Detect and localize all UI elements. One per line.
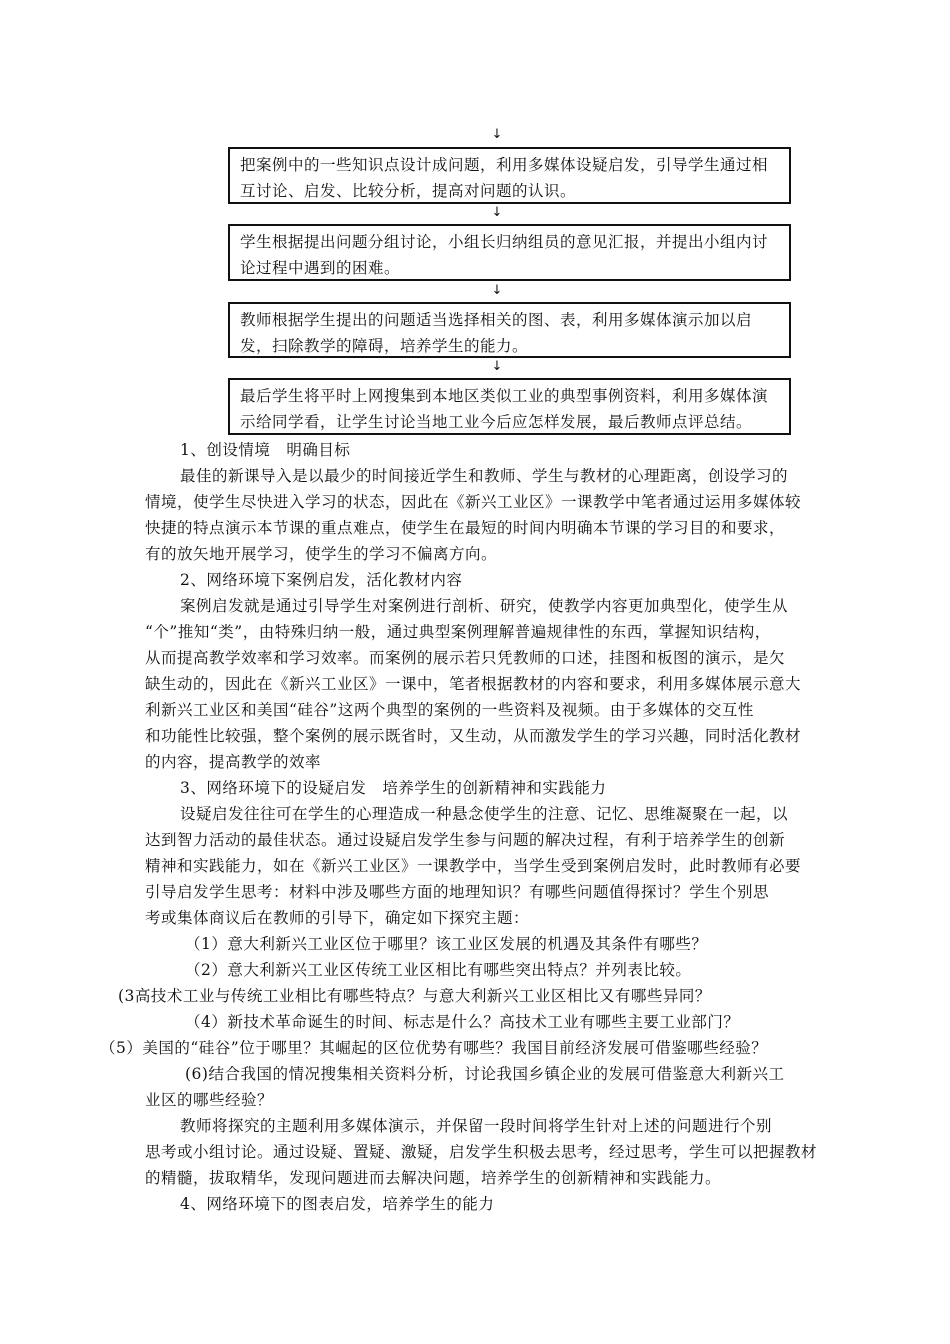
- section-heading-4: 4、网络环境下的图表启发，培养学生的能力: [180, 1195, 495, 1213]
- inquiry-question-1: （1）意大利新兴工业区位于哪里？该工业区发展的机遇及其条件有哪些？: [185, 935, 708, 953]
- paragraph-line: 案例启发就是通过引导学生对案例进行剖析、研究，使教学内容更加典型化，使学生从: [180, 597, 789, 615]
- paragraph-line: 思考或小组讨论。通过设疑、置疑、激疑，启发学生积极去思考，经过思考，学生可以把握教材: [145, 1143, 818, 1161]
- paragraph-line: 快捷的特点演示本节课的重点难点，使学生在最短的时间内明确本节课的学习目的和要求，: [145, 519, 786, 537]
- flow-step-3: 教师根据学生提出的问题适当选择相关的图、表，利用多媒体演示加以启发，扫除教学的障碍，培养学生的能力。: [228, 302, 791, 358]
- inquiry-question-4: （4）新技术革命诞生的时间、标志是什么？高技术工业有哪些主要工业部门？: [185, 1013, 740, 1031]
- flow-step-2: 学生根据提出问题分组讨论，小组长归纳组员的意见汇报，并提出小组内讨论过程中遇到的困难。: [228, 224, 791, 281]
- paragraph-line: 缺生动的，因此在《新兴工业区》一课中，笔者根据教材的内容和要求，利用多媒体展示意大: [145, 675, 802, 693]
- paragraph-line: 最佳的新课导入是以最少的时间接近学生和教师、学生与教材的心理距离，创设学习的: [180, 467, 789, 485]
- flow-arrow-icon: ↓: [491, 205, 503, 220]
- inquiry-question-6-cont: 业区的哪些经验？: [145, 1091, 274, 1109]
- inquiry-question-2: （2）意大利新兴工业区传统工业区相比有哪些突出特点？并列表比较。: [185, 961, 692, 979]
- flow-arrow-icon: ↓: [491, 359, 503, 374]
- paragraph-line: 设疑启发往往可在学生的心理造成一种悬念使学生的注意、记忆、思维凝聚在一起，以: [180, 805, 789, 823]
- flow-arrow-icon: ↓: [491, 127, 503, 142]
- flow-step-1: 把案例中的一些知识点设计成问题，利用多媒体设疑启发，引导学生通过相互讨论、启发、比较分析，提高对问题的认识。: [228, 147, 791, 204]
- paragraph-line: 的精髓，拔取精华，发现问题进而去解决问题，培养学生的创新精神和实践能力。: [145, 1169, 722, 1187]
- inquiry-question-3: (3高技术工业与传统工业相比有哪些特点？与意大利新兴工业区相比又有哪些异同？: [118, 987, 711, 1005]
- paragraph-line: 精神和实践能力，如在《新兴工业区》一课教学中，当学生受到案例启发时，此时教师有必要: [145, 857, 802, 875]
- paragraph-line: 有的放矢地开展学习，使学生的学习不偏离方向。: [145, 545, 498, 563]
- paragraph-line: 的内容，提高教学的效率: [145, 753, 322, 771]
- section-heading-1: 1、创设情境 明确目标: [180, 441, 351, 459]
- inquiry-question-6: (6)结合我国的情况搜集相关资料分析，讨论我国乡镇企业的发展可借鉴意大利新兴工: [185, 1065, 785, 1083]
- section-heading-3: 3、网络环境下的设疑启发 培养学生的创新精神和实践能力: [180, 779, 607, 797]
- section-heading-2: 2、网络环境下案例启发，活化教材内容: [180, 571, 463, 589]
- paragraph-line: 利新兴工业区和美国“硅谷”这两个典型的案例的一些资料及视频。由于多媒体的交互性: [145, 701, 754, 719]
- paragraph-line: 从而提高教学效率和学习效率。而案例的展示若只凭教师的口述，挂图和板图的演示，是欠: [145, 649, 786, 667]
- paragraph-line: 引导启发学生思考：材料中涉及哪些方面的地理知识？有哪些问题值得探讨？学生个别思: [145, 883, 770, 901]
- inquiry-question-5: （5）美国的“硅谷”位于哪里？其崛起的区位优势有哪些？我国目前经济发展可借鉴哪些经验？: [100, 1039, 768, 1057]
- paragraph-line: 情境，使学生尽快进入学习的状态，因此在《新兴工业区》一课教学中笔者通过运用多媒体较: [145, 493, 802, 511]
- flow-arrow-icon: ↓: [491, 283, 503, 298]
- paragraph-line: 教师将探究的主题利用多媒体演示，并保留一段时间将学生针对上述的问题进行个别: [180, 1117, 773, 1135]
- paragraph-line: 达到智力活动的最佳状态。通过设疑启发学生参与问题的解决过程，有利于培养学生的创新: [145, 831, 786, 849]
- flow-step-4: 最后学生将平时上网搜集到本地区类似工业的典型事例资料，利用多媒体演示给同学看，让学生讨论当地工业今后应怎样发展，最后教师点评总结。: [228, 378, 791, 435]
- paragraph-line: 和功能性比较强，整个案例的展示既省时，又生动，从而激发学生的学习兴趣，同时活化教材: [145, 727, 802, 745]
- paragraph-line: 考或集体商议后在教师的引导下，确定如下探究主题：: [145, 909, 530, 927]
- paragraph-line: “个”推知“类”，由特殊归纳一般，通过典型案例理解普遍规律性的东西，掌握知识结构，: [145, 623, 771, 641]
